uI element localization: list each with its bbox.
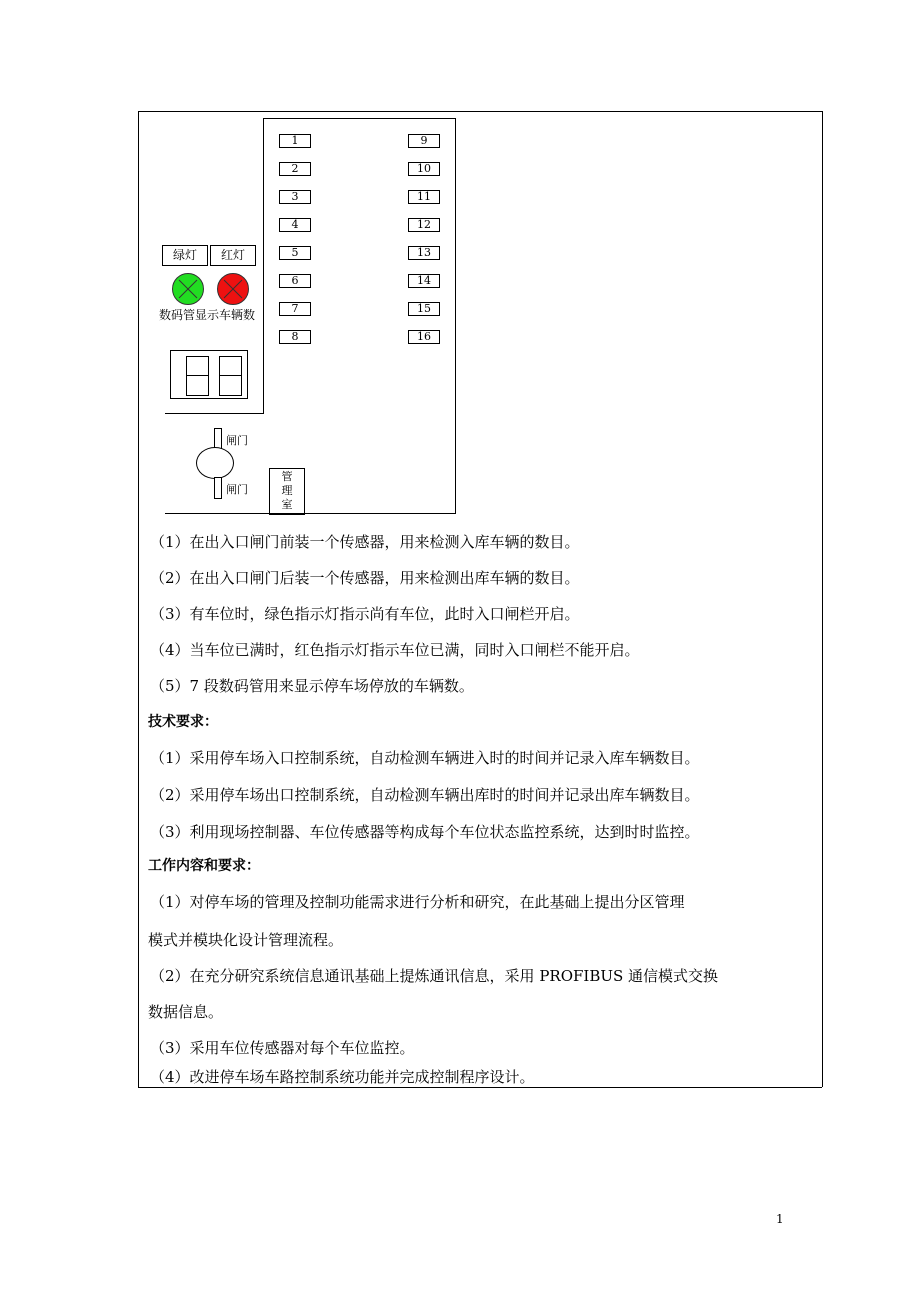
display-caption: 数码管显示车辆数 (158, 308, 255, 322)
work-item-3: （3）采用车位传感器对每个车位监控。 (150, 1039, 415, 1057)
green-lamp-icon (172, 273, 204, 305)
parking-slot: 8 (279, 330, 311, 344)
parking-slot: 1 (279, 134, 311, 148)
red-light-label: 红灯 (210, 245, 256, 266)
tech-heading: 技术要求： (148, 714, 218, 730)
office-label: 管理室 (281, 470, 293, 511)
tech-item-1: （1）采用停车场入口控制系统，自动检测车辆进入时的时间并记录入库车辆数目。 (150, 749, 700, 767)
gate-label-bottom: 闸门 (226, 483, 248, 496)
parking-slot: 2 (279, 162, 311, 176)
parking-slot: 5 (279, 246, 311, 260)
parking-slot: 3 (279, 190, 311, 204)
digit-icon (186, 356, 209, 396)
digit-icon (219, 356, 242, 396)
work-item-1-line1: （1）对停车场的管理及控制功能需求进行分析和研究，在此基础上提出分区管理 (150, 893, 685, 911)
parking-slot: 6 (279, 274, 311, 288)
parking-slot: 16 (408, 330, 440, 344)
management-office (269, 468, 305, 515)
table-bottom-border (138, 1087, 822, 1088)
parking-slot: 7 (279, 302, 311, 316)
parking-slot: 4 (279, 218, 311, 232)
item-2: （2）在出入口闸门后装一个传感器，用来检测出库车辆的数目。 (150, 569, 580, 587)
item-4: （4）当车位已满时，红色指示灯指示车位已满，同时入口闸栏不能开启。 (150, 641, 640, 659)
parking-slot: 12 (408, 218, 440, 232)
page-number: 1 (776, 1212, 784, 1226)
parking-slot: 10 (408, 162, 440, 176)
lot-left-wall (263, 118, 264, 414)
green-light-label: 绿灯 (162, 245, 208, 266)
parking-slot: 9 (408, 134, 440, 148)
table-top-border (138, 111, 822, 112)
work-item-1-line2: 模式并模块化设计管理流程。 (148, 931, 344, 949)
parking-slot: 14 (408, 274, 440, 288)
lot-top-wall (263, 118, 456, 119)
lot-divider-wall (165, 413, 264, 414)
work-heading: 工作内容和要求： (148, 858, 260, 874)
work-item-2-line2: 数据信息。 (148, 1003, 224, 1021)
item-5: （5）7 段数码管用来显示停车场停放的车辆数。 (150, 677, 474, 695)
gate-label-top: 闸门 (226, 434, 248, 447)
parking-slot: 15 (408, 302, 440, 316)
gate-post-bottom (214, 477, 222, 499)
parking-slot: 13 (408, 246, 440, 260)
lot-right-wall (455, 118, 456, 514)
work-item-4: （4）改进停车场车路控制系统功能并完成控制程序设计。 (150, 1068, 535, 1086)
red-lamp-icon (217, 273, 249, 305)
item-3: （3）有车位时，绿色指示灯指示尚有车位，此时入口闸栏开启。 (150, 605, 580, 623)
item-1: （1）在出入口闸门前装一个传感器，用来检测入库车辆的数目。 (150, 533, 580, 551)
lot-bottom-wall (165, 513, 456, 514)
work-item-2-line1: （2）在充分研究系统信息通讯基础上提炼通讯信息，采用 PROFIBUS 通信模式交换 (150, 967, 719, 985)
tech-item-3: （3）利用现场控制器、车位传感器等构成每个车位状态监控系统，达到时时监控。 (150, 823, 700, 841)
parking-slot: 11 (408, 190, 440, 204)
gate-circle-icon (196, 447, 234, 479)
tech-item-2: （2）采用停车场出口控制系统，自动检测车辆出库时的时间并记录出库车辆数目。 (150, 786, 700, 804)
